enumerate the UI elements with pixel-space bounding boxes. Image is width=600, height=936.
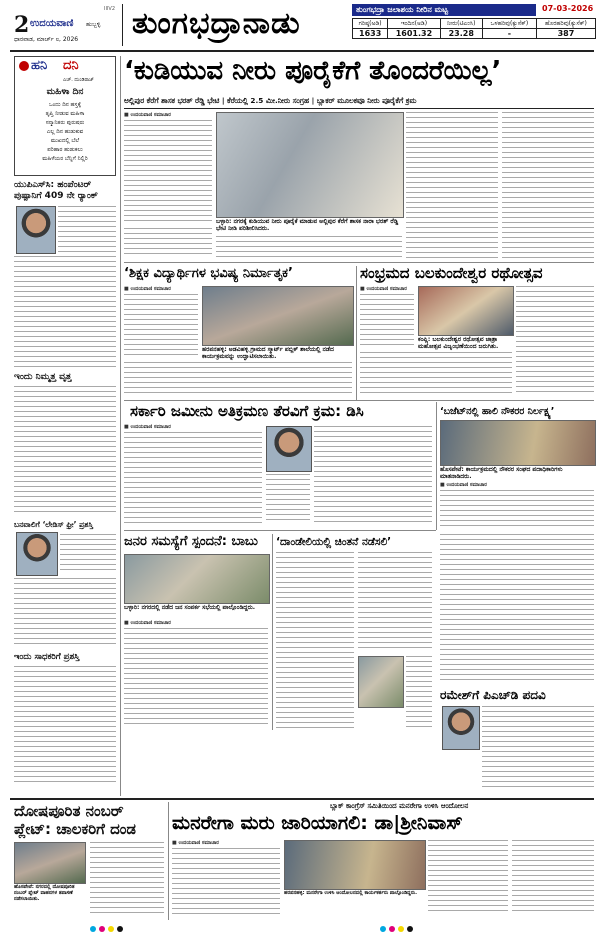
poem-line: ಒಂದು ದಿನ ಹಸ್ತಕ್ಕೆ: [49, 102, 81, 108]
story8-photo: [14, 842, 86, 884]
poem-line: ತೃಪ್ತಿ ನೀಡುವ ಮಹಿಳಾ: [45, 111, 85, 117]
story1-caption: ಹರಪನಹಳ್ಳಿ: ಅಡವಿಹಳ್ಳಿ ಗ್ರಾಮದ ಸ್ಮಾರ್ಟ್‌ ಪಬ್ಲಿಕ್ ಶಾಲೆಯಲ್ಲಿ ನಡೆದ ಕಾರ್ಯಕ್ರಮವನ್ನು ಉದ್ಘಾಟಿಸಲಾಯಿತು.: [202, 346, 334, 360]
left-story3-headline: ಬನವಾಲಿಗೆ ‘ಲೇಡಿಸ್ ಫ್ರೀ’ ಪ್ರಶಸ್ತಿ: [14, 520, 93, 529]
top-code: IIIV2: [104, 6, 116, 12]
dam-value: 1633: [353, 29, 388, 39]
story2-byline: ■ ಉದಯವಾಣಿ ಸಮಾಚಾರ: [360, 286, 407, 292]
dam-value: -: [482, 29, 536, 39]
dam-header: ಒಳಹರಿವು(ಕ್ಯುಸೆಕ್): [482, 19, 536, 29]
hani-logo-icon: [19, 61, 29, 71]
poem-line: ಎಲ್ಲ ದಿನ ಹುಡುಕುವ: [46, 129, 84, 135]
story5-caption: ಬಳ್ಳಾರಿ: ನಗರದಲ್ಲಿ ನಡೆದ ಜನ ಸಂಪರ್ಕ ಸಭೆಯಲ್ಲಿ ಪಾಲ್ಗೊಂಡಿದ್ದರು.: [124, 604, 256, 611]
story9-byline: ■ ಉದಯವಾಣಿ ಸಮಾಚಾರ: [172, 840, 219, 846]
dam-header: ನೀರು(ಟಿಎಂಸಿ): [440, 19, 482, 29]
story9-caption: ಹರಪನಹಳ್ಳಿ: ಮನರೇಗಾ ಉಳಿಸಿ ಆಂದೋಲನದಲ್ಲಿ ಕಾರ್ಯಕರ್ತರು ಪಾಲ್ಗೊಂಡಿದ್ದರು.: [284, 890, 417, 896]
brand: ಹನಿ: [31, 58, 48, 73]
story6-photo: [358, 656, 404, 708]
story4-byline: ■ ಉದಯವಾಣಿ ಸಮಾಚಾರ: [440, 482, 487, 488]
story4-headline: ‘ಬಜೆಟ್‌ನಲ್ಲಿ ಹಾಲಿ ನೌಕರರ ನಿರ್ಲಕ್ಷ್ಯ’: [440, 406, 555, 417]
poem-line: ಮಹಿಳೆಯರ ಬೆನ್ನಿಗೆ ನಿಲ್ಲಿರಿ: [42, 156, 88, 162]
story7-portrait: [442, 706, 480, 750]
poem-line: ಸನ್ಮಾನಿತರು ಪುರುಷರು: [45, 120, 85, 126]
story5-byline: ■ ಉದಯವಾಣಿ ಸಮಾಚಾರ: [124, 620, 171, 626]
edition-line: ಧಾರವಾಡ, ಮಾರ್ಚ್ ೮, 2026: [14, 36, 79, 43]
story5-headline: ಜನರ ಸಮಸ್ಯೆಗೆ ಸ್ಪಂದನೆ: ಬಾಬು: [124, 534, 258, 549]
poem-line: ಪರಿಹಾರ ಹುಡುಕಲು: [47, 147, 83, 153]
story5-photo: [124, 554, 270, 604]
paper-name: ಉದಯವಾಣಿ: [30, 18, 74, 29]
story9-kicker: ಬ್ಲಾಕ್ ಕಾಂಗ್ರೆಸ್ ಸಮಿತಿಯಿಂದ ಮನರೇಗಾ ಉಳಿಸಿ ಆಂದೋಲನ: [330, 802, 469, 810]
dam-box-title: ತುಂಗಭದ್ರಾ ಜಲಾಶಯ ನೀರಿನ ಮಟ್ಟ: [352, 4, 536, 16]
color-registration-dots: [380, 917, 416, 936]
dam-table: [352, 18, 596, 39]
lead-byline: ■ ಉದಯವಾಣಿ ಸಮಾಚಾರ: [124, 112, 171, 118]
story1-photo: [202, 286, 354, 346]
color-registration-dots: [90, 917, 126, 936]
story8-caption: ಹೊಸಪೇಟೆ: ನಗರದಲ್ಲಿ ದೋಷಪೂರಿತ ನಂಬರ್ ಪ್ಲೇಟ್ ವಾಹನಗಳ ತಪಾಸಣೆ ನಡೆಸಲಾಯಿತು.: [14, 884, 75, 902]
brand2: ದನಿ: [63, 58, 79, 73]
story9-headline: ಮನರೇಗಾ ಮರು ಜಾರಿಯಾಗಲಿ: ಡಾ|ಶ್ರೀನಿವಾಸ್: [172, 812, 463, 834]
portrait-photo: [16, 532, 58, 576]
dam-header: ಇಂದಿನ(ಅಡಿ): [388, 19, 440, 29]
masthead: [0, 0, 600, 50]
poem-line: ಮುಖದಲ್ಲಿ ಬೆಲೆ: [50, 138, 80, 144]
story4-caption: ಹೊಸಪೇಟೆ: ಕಾರ್ಯಕ್ರಮದಲ್ಲಿ ನೌಕರರ ಸಂಘದ ಪದಾಧಿಕಾರಿಗಳು ಮಾತನಾಡಿದರು.: [440, 466, 563, 480]
portrait-photo: [16, 206, 56, 254]
page-number: 2: [14, 12, 30, 38]
dam-value: 1601.32: [388, 29, 440, 39]
story4-photo: [440, 420, 596, 466]
story2-headline: ಸಂಭ್ರಮದ ಬಲಕುಂದೇಶ್ವರ ರಥೋತ್ಸವ: [360, 264, 543, 282]
lead-photo-caption: ಬಳ್ಳಾರಿ: ನಗರಕ್ಕೆ ಕುಡಿಯುವ ನೀರು ಪೂರೈಕೆ ಮಾಡುವ ಅಲ್ಲಿಪುರ ಕೆರೆಗೆ ಶಾಸಕ ನಾರಾ ಭರತ್ ರೆಡ್ಡಿ ಭೇಟಿ ನೀಡಿ ಪರಿಶೀಲಿಸಿದರು.: [216, 218, 399, 232]
story1-headline: ‘ಶಿಕ್ಷಕ ವಿದ್ಯಾರ್ಥಿಗಳ ಭವಿಷ್ಯ ನಿರ್ಮಾತೃಕ’: [124, 266, 293, 281]
dam-date: 07-03-2026: [542, 4, 594, 13]
left-story1-headline: ಯುಪಿಎಸ್‌ಸಿ: ಹಂಪೆಂಟರ್ ಪುಷ್ಪಾನಿಗೆ 409 ನೇ ರ್‍ಯಾಂಕ್: [14, 180, 98, 201]
story6-headline: ‘ದಾಂಡೇಲಿಯಲ್ಲಿ ಚಿಂತನೆ ನಡೆಸಲಿ’: [276, 536, 392, 548]
story1-byline: ■ ಉದಯವಾಣಿ ಸಮಾಚಾರ: [124, 286, 171, 292]
lead-photo: [216, 112, 404, 218]
story3-headline: ಸರ್ಕಾರಿ ಜಮೀನು ಅತಿಕ್ರಮಣ ತೆರವಿಗೆ ಕ್ರಮ: ಡಿಸಿ: [130, 402, 364, 420]
brand-sub: ಎಚ್. ದುಂಡಿರಾಜ್: [63, 77, 94, 83]
section-title: ತುಂಗಭದ್ರಾನಾಡು: [132, 6, 301, 41]
dam-header: ಹೊರಹರಿವು(ಕ್ಯುಸೆಕ್): [536, 19, 595, 29]
lead-subheadline: ಅಲ್ಲಿಪುರ ಕೆರೆಗೆ ಶಾಸಕ ಭರತ್ ರೆಡ್ಡಿ ಭೇಟಿ | ಕೆರೆಯಲ್ಲಿ 2.5 ಮೀ.ನೀರು ಸಂಗ್ರಹ | ಬ್ಲಾಕರ್ ಮೂಲಕವೂ ನೀರು ಪೂರೈಕೆಗೆ ಕ್ರಮ: [124, 96, 417, 105]
left-story2-headline: ಇಂದು ನಿಮ್ಮತ್ತ ವೃತ್ತ: [14, 372, 72, 382]
story9-photo: [284, 840, 426, 890]
dam-box: [352, 4, 596, 46]
dc-portrait: [266, 426, 312, 472]
dam-value: 23.28: [440, 29, 482, 39]
poem-title: ಮಹಿಳಾ ದಿನ: [46, 87, 84, 97]
dam-header: ಗರಿಷ್ಠ(ಅಡಿ): [353, 19, 388, 29]
story2-caption: ಕಂಪ್ಲಿ: ಬಲಕುಂದೇಶ್ವರ ರಥೋತ್ಸವ ಜಾತ್ರಾ ಮಹೋತ್ಸವ ವಿಜೃಂಭಣೆಯಿಂದ ಜರುಗಿತು.: [418, 336, 499, 350]
left-story4-headline: ಇಂದು ಸಾಧಕರಿಗೆ ಪ್ರಶಸ್ತಿ: [14, 652, 80, 662]
story8-headline: ದೋಷಪೂರಿತ ನಂಬರ್ ಪ್ಲೇಟ್: ಚಾಲಕರಿಗೆ ದಂಡ: [14, 802, 136, 838]
lead-headline: ‘ಕುಡಿಯುವ ನೀರು ಪೂರೈಕೆಗೆ ತೊಂದರೆಯಿಲ್ಲ’: [124, 56, 502, 86]
hani-dani-box: [14, 56, 116, 176]
story2-photo: [418, 286, 514, 336]
story7-headline: ರಮೇಶ್‌ಗೆ ಪಿಎಚ್‌ಡಿ ಪದವಿ: [440, 688, 546, 702]
story3-byline: ■ ಉದಯವಾಣಿ ಸಮಾಚಾರ: [124, 424, 171, 430]
paper-tag: ಹುಬ್ಬಳ್ಳಿ: [86, 21, 101, 28]
dam-value: 387: [536, 29, 595, 39]
